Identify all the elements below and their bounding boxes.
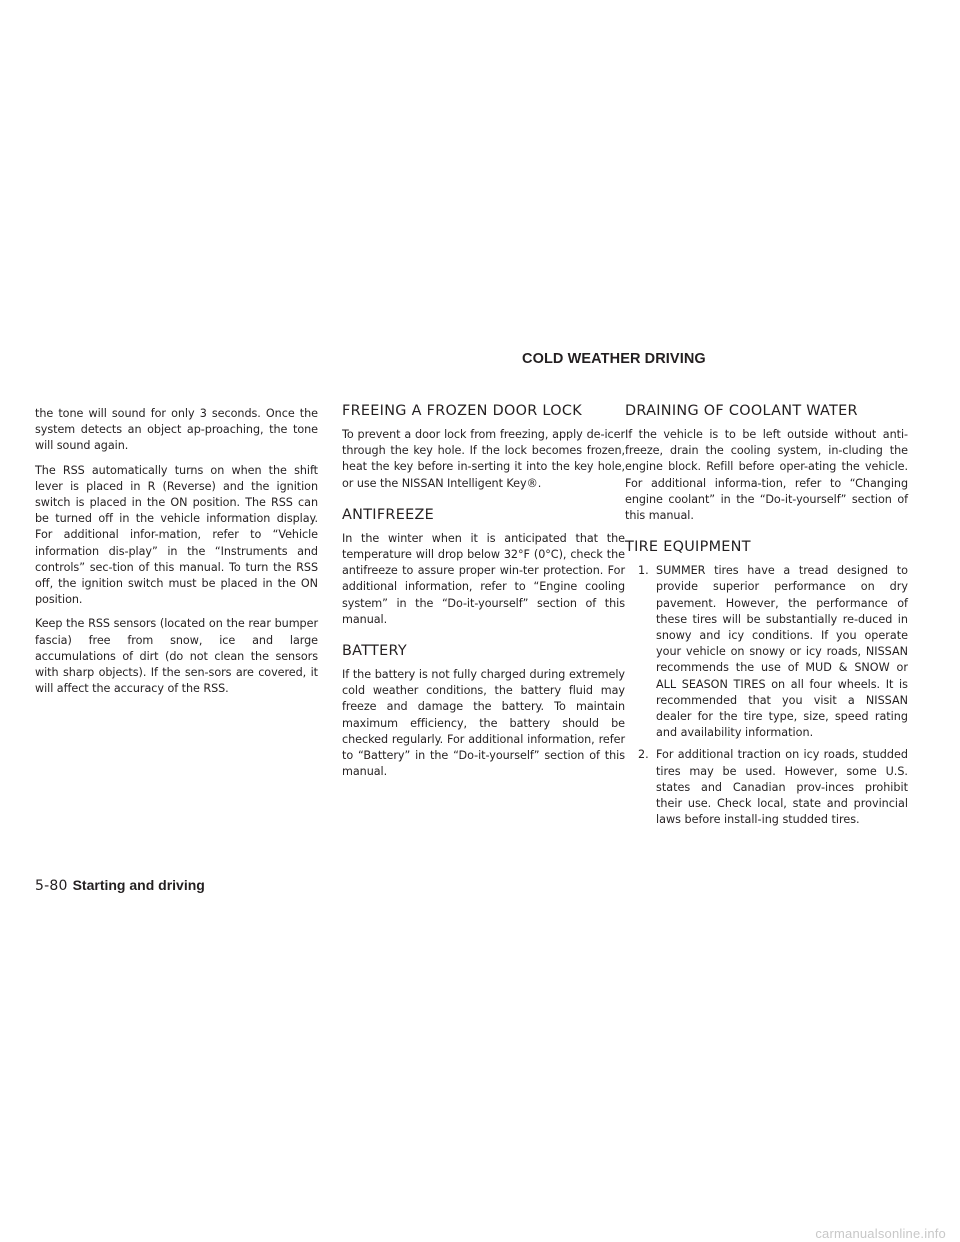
paragraph-rss-activation: The RSS automatically turns on when the shift lever is placed in R (Reverse) and the ignition switch is placed in the ON position. The RSS can be turned off in the vehicle information display. For additional infor-mation, refer to “Vehicle information dis-play” in the “Instruments and controls” sec-tion of this manual. To turn the RSS off, the ignition switch must be placed in the ON position. bbox=[35, 463, 318, 607]
heading-coolant-water: DRAINING OF COOLANT WATER bbox=[625, 403, 858, 419]
paragraph-battery: If the battery is not fully charged during extremely cold weather conditions, the battery fluid may freeze and damage the battery. To maintain maximum efficiency, the battery should be checked regularly. For additional information, refer to “Battery” in the “Do-it-yourself” section of this manual. bbox=[342, 668, 625, 779]
list-item-text: SUMMER tires have a tread designed to provide superior performance on dry pavement. However, the performance of these tires will be substantially re-duced in snowy and icy conditions. If you operate your vehicle on snowy or icy roads, NISSAN recommends the use of MUD & SNOW or ALL SEASON TIRES on all four wheels. It is recommended that you visit a NISSAN dealer for the tire type, size, speed rating and availability information. bbox=[656, 564, 908, 740]
heading-antifreeze: ANTIFREEZE bbox=[342, 506, 435, 523]
tire-equipment-list bbox=[625, 563, 908, 828]
watermark: carmanualsonline.info bbox=[815, 1226, 946, 1241]
heading-tire-equipment: TIRE EQUIPMENT bbox=[625, 539, 751, 556]
page-number: 5-80 bbox=[35, 878, 68, 894]
chapter-title: Starting and driving bbox=[72, 877, 205, 893]
list-item-text: For additional traction on icy roads, studded tires may be used. However, some U.S. states and Canadian prov-inces prohibit their use. Check local, state and provincial laws before install-ing studded tires. bbox=[656, 748, 908, 827]
list-item bbox=[625, 747, 908, 828]
column-3 bbox=[625, 402, 908, 834]
page-footer bbox=[35, 876, 205, 895]
heading-frozen-door-lock: FREEING A FROZEN DOOR LOCK bbox=[342, 403, 582, 419]
paragraph-coolant-water: If the vehicle is to be left outside without anti-freeze, drain the cooling system, in-cluding the engine block. Refill before oper-ating the vehicle. For additional informa-tion, refer to “Changing engine coolant” in the “Do-it-yourself” section of this manual. bbox=[625, 428, 908, 523]
column-2 bbox=[342, 402, 625, 788]
section-header: COLD WEATHER DRIVING bbox=[522, 351, 706, 367]
paragraph-rss-sensors: Keep the RSS sensors (located on the rear bumper fascia) free from snow, ice and large accumulations of dirt (do not clean the sensors with sharp objects). If the sen-sors are covered, it will affect the accuracy of the RSS. bbox=[35, 617, 318, 696]
heading-battery: BATTERY bbox=[342, 643, 407, 660]
list-item-number: 2. bbox=[638, 748, 649, 762]
list-item-number: 1. bbox=[638, 564, 649, 578]
list-item bbox=[625, 563, 908, 741]
paragraph-frozen-door-lock: To prevent a door lock from freezing, apply de-icer through the key hole. If the lock becomes frozen, heat the key before in-serting it into the key hole, or use the NISSAN Intelligent Key®. bbox=[342, 428, 625, 490]
paragraph-rss-tone: the tone will sound for only 3 seconds. Once the system detects an object ap-proaching, the tone will sound again. bbox=[35, 407, 318, 453]
paragraph-antifreeze: In the winter when it is anticipated that the temperature will drop below 32°F (0°C), check the antifreeze to assure proper win-ter protection. For additional information, refer to “Engine cooling system” in the “Do-it-yourself” section of this manual. bbox=[342, 531, 625, 626]
column-1 bbox=[35, 406, 318, 705]
